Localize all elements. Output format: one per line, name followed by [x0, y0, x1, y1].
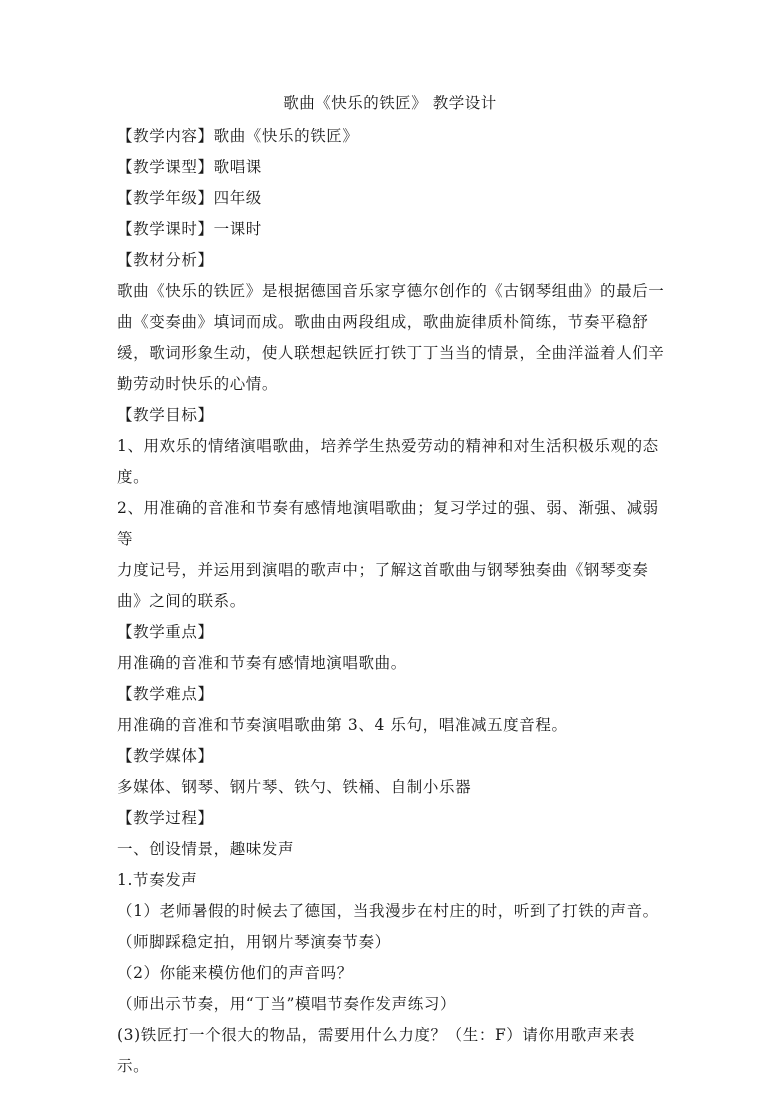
paragraph-line: 一、创设情景，趣味发声	[117, 840, 295, 858]
paragraph-line: 勤劳动时快乐的心情。	[117, 375, 279, 393]
paragraph-line: 力度记号，并运用到演唱的歌声中；了解这首歌曲与钢琴独奏曲《钢琴变奏	[117, 561, 649, 579]
paragraph-line: 【教学课时】一课时	[117, 220, 262, 238]
paragraph-line: 缓，歌词形象生动，使人联想起铁匠打铁丁丁当当的情景，全曲洋溢着人们辛	[117, 344, 665, 362]
section-heading: 【教学重点】	[117, 623, 214, 641]
paragraph-line: 用准确的音准和节奏演唱歌曲第 3、4 乐句，唱准减五度音程。	[117, 716, 568, 734]
section-heading: 【教学难点】	[117, 685, 214, 703]
paragraph-line: （师出示节奏，用“丁当”模唱节奏作发声练习）	[117, 995, 457, 1013]
paragraph-line: 1.节奏发声	[117, 871, 198, 889]
paragraph-line: （2）你能来模仿他们的声音吗？	[117, 964, 353, 982]
paragraph-line: （1）老师暑假的时候去了德国，当我漫步在村庄的时，听到了打铁的声音。	[117, 902, 659, 920]
paragraph-line: 用准确的音准和节奏有感情地演唱歌曲。	[117, 654, 407, 672]
paragraph-line: (3)铁匠打一个很大的物品，需要用什么力度？（生：F）请你用歌声来表示。	[117, 1026, 636, 1075]
paragraph-line: 2、用准确的音准和节奏有感情地演唱歌曲；复习学过的强、弱、渐强、减弱等	[117, 499, 659, 548]
paragraph-line: 曲》之间的联系。	[117, 592, 246, 610]
section-heading: 【教学媒体】	[117, 747, 214, 765]
paragraph-line: 曲《变奏曲》填词而成。歌曲由两段组成，歌曲旋律质朴简练，节奏平稳舒	[117, 313, 649, 331]
paragraph-line: 【教学课型】歌唱课	[117, 158, 262, 176]
document-body	[117, 121, 665, 1082]
document-title: 歌曲《快乐的铁匠》 教学设计	[283, 94, 497, 112]
paragraph-line: 多媒体、钢琴、钢片琴、铁勺、铁桶、自制小乐器	[117, 778, 472, 796]
section-heading: 【教学过程】	[117, 809, 214, 827]
paragraph-line: （师脚踩稳定拍，用钢片琴演奏节奏）	[117, 933, 391, 951]
paragraph-line: 歌曲《快乐的铁匠》是根据德国音乐家亨德尔创作的《古钢琴组曲》的最后一	[117, 282, 665, 300]
paragraph-line: 【教学年级】四年级	[117, 189, 262, 207]
section-heading: 【教材分析】	[117, 251, 214, 269]
section-heading: 【教学目标】	[117, 406, 214, 424]
paragraph-line: 1、用欢乐的情绪演唱歌曲，培养学生热爱劳动的精神和对生活积极乐观的态	[117, 437, 659, 455]
paragraph-line: 【教学内容】歌曲《快乐的铁匠》	[117, 127, 359, 145]
paragraph-line: 度。	[117, 468, 150, 486]
